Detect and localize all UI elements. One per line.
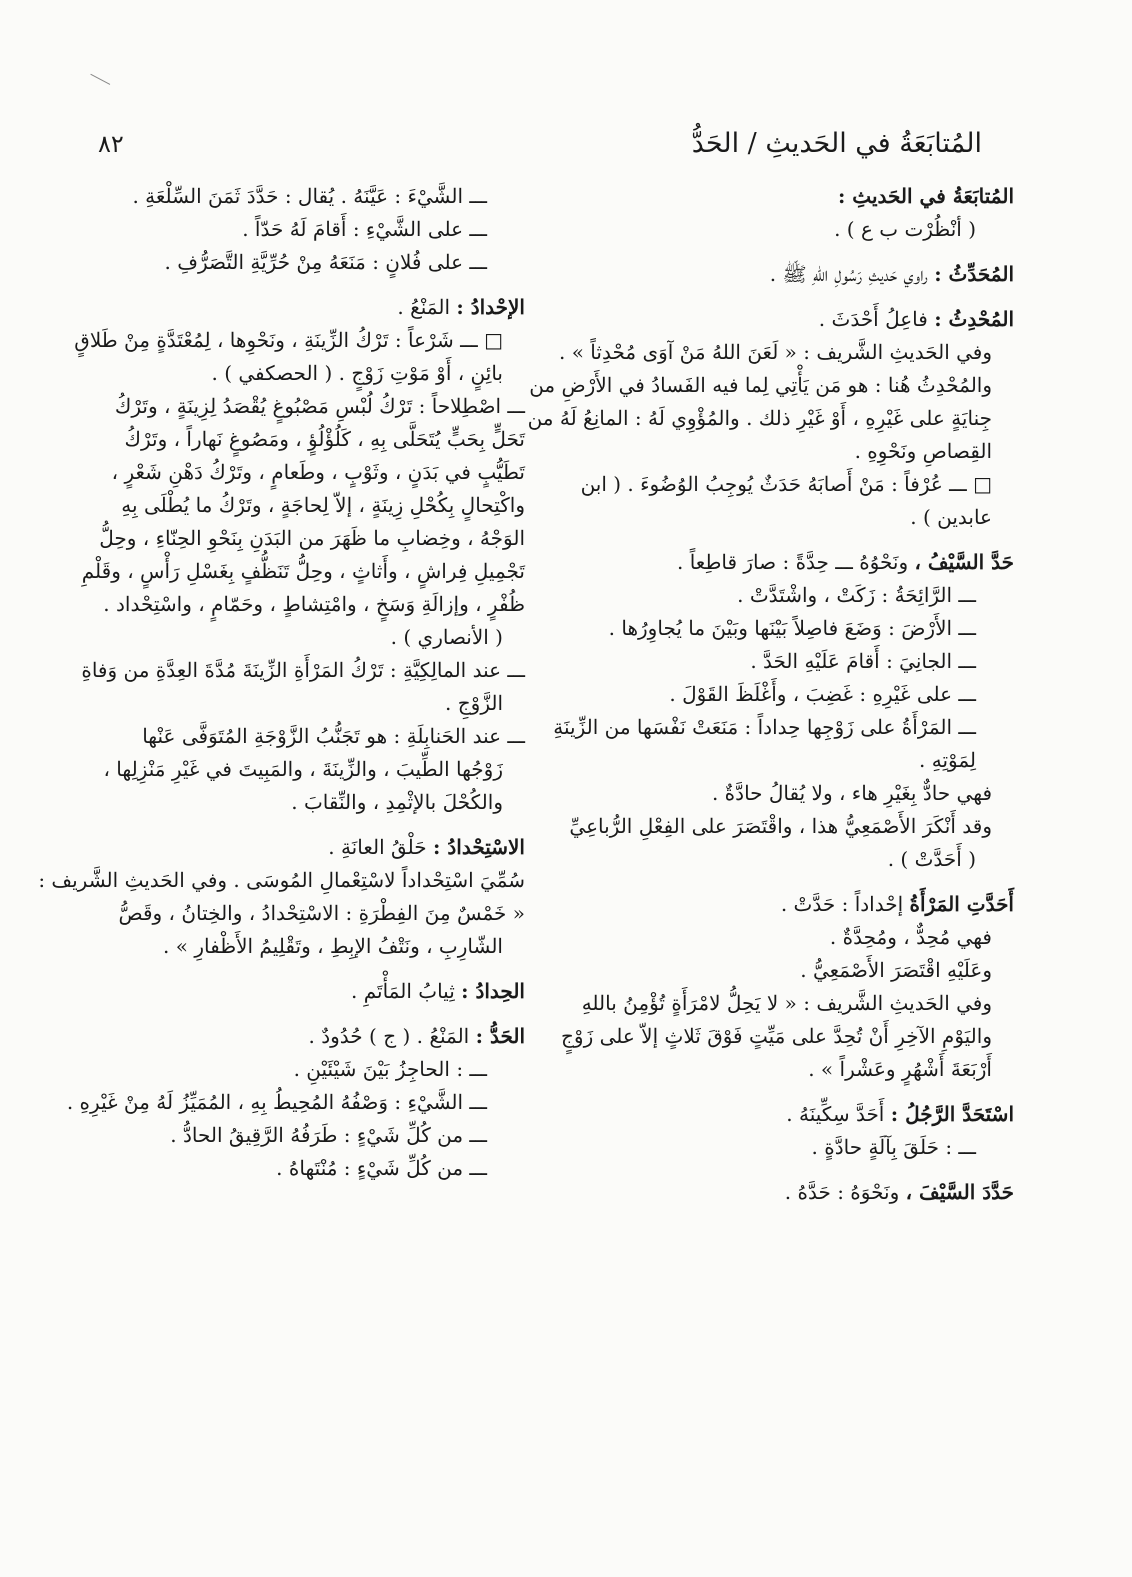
text-line	[105, 213, 525, 246]
definition-text: □ ـــ عُرْفاً : مَنْ أَصابَهُ حَدَثٌ يُوجِبُ الوُضُوءَ . ( ابن	[580, 472, 992, 496]
text-line	[99, 522, 525, 555]
text-line	[562, 468, 1014, 501]
definition-text: ثِيابُ المَأْتَمِ .	[350, 979, 462, 1003]
left-column	[38, 180, 525, 1185]
definition-text: ونَحْوَهُ : حَدَّهُ .	[784, 1180, 906, 1204]
text-line	[105, 687, 525, 720]
text-line	[562, 579, 1014, 612]
text-line	[105, 423, 525, 456]
right-column	[527, 180, 1014, 1209]
definition-text: □ ـــ شَرْعاً : تَرْكُ الزِّينَةِ ، ونَحْوِها ، لِمُعْتَدَّةٍ مِنْ طَلاقٍ	[74, 328, 503, 352]
text-line	[105, 753, 525, 786]
text-line	[105, 1152, 525, 1185]
definition-text: أَرْبَعَةَ أَشْهُرٍ وعَشْراً » .	[808, 1057, 992, 1081]
definition-text: جِنايَةٍ على غَيْرِهِ ، أَوْ غَيْرِ ذلك . والمُؤْوِي لَهُ : المانِعُ لَهُ من	[527, 406, 992, 430]
text-line	[529, 369, 1014, 402]
headword: الحَدُّ :	[475, 1024, 525, 1048]
text-line	[562, 954, 1014, 987]
text-line	[562, 1020, 1014, 1053]
headword: أَحَدَّتِ المَرْأَةُ	[909, 892, 1014, 916]
text-line	[562, 777, 1014, 810]
definition-text: وقد أَنْكَرَ الأَصْمَعِيُّ هذا ، واقْتَصَرَ على الفِعْلِ الرُّباعِيِّ	[569, 814, 992, 838]
text-line	[81, 654, 525, 687]
definition-text: الزَّوْجِ .	[445, 691, 503, 715]
text-line	[105, 975, 525, 1008]
definition-text: تَحَلٍّ بِحَبٍّ يُتَحَلَّى بِهِ ، كَلُؤْلُؤٍ ، ومَصُوغٍ نَهاراً ، وتَرْكُ	[124, 427, 525, 451]
definition-text: ـــ على الشَّيْءِ : أَقامَ لَهُ حَدّاً .	[242, 217, 487, 241]
definition-text: ـــ : الحاجِزُ بَيْنَ شَيْئَيْنِ .	[293, 1057, 487, 1081]
text-line	[562, 612, 1014, 645]
text-line	[562, 213, 1014, 246]
text-line	[562, 1131, 1014, 1164]
definition-text: ـــ الشَّيْءَ : عَيَّنَهُ . يُقال : حَدَّدَ ثَمَنَ السِّلْعَةِ .	[132, 184, 487, 208]
definition-text: القِصاصِ ونَحْوِهِ .	[854, 439, 992, 463]
definition-text: تَطَيُّبٍ في بَدَنٍ ، وثَوْبٍ ، وطَعامٍ ، وتَرْكُ دَهْنِ شَعْرٍ ،	[111, 460, 525, 484]
text-line	[562, 888, 1014, 921]
text-line	[562, 1053, 1014, 1086]
text-line	[105, 897, 525, 930]
definition-text: والكُحْلَ بالإثْمِدِ ، والنِّقابَ .	[291, 790, 503, 814]
definition-text: أَحَدَّ سِكِّينَهُ .	[786, 1102, 891, 1126]
definition-text: زَوْجُها الطِّيبَ ، والزِّينَةَ ، والمَبِيتَ في غَيْرِ مَنْزِلِها ،	[103, 757, 503, 781]
text-line	[105, 456, 525, 489]
definition-text: فهي حادٌّ بِغَيْرِ هاء ، ولا يُقالُ حادَّةٌ .	[711, 781, 992, 805]
headword: المُتابَعَةُ في الحَديثِ :	[837, 184, 1014, 208]
text-line	[562, 546, 1014, 579]
definition-text: الشّارِبِ ، ونَتْفُ الإبِطِ ، وتَقْلِيمُ الأَظْفارِ » .	[163, 934, 503, 958]
headword: المُحْدِثُ :	[934, 307, 1014, 331]
text-line	[105, 588, 525, 621]
text-line	[562, 987, 1014, 1020]
running-header: المُتابَعَةُ في الحَديثِ / الحَدُّ	[691, 128, 982, 159]
definition-text: ظُفْرٍ ، وإزالَةِ وَسَخٍ ، وامْتِشاطٍ ، وحَمّامٍ ، واسْتِحْداد .	[103, 592, 525, 616]
definition-text: وفي الحَديثِ الشَّريف : « لَعَنَ اللهُ مَنْ آوَى مُحْدِثاً » .	[559, 340, 992, 364]
definition-text: ( أنْظُرْت ب ع ) .	[834, 217, 976, 241]
definition-text: وفي الحَديثِ الشَّريف : « لا يَحِلُّ لامْرَأَةٍ تُؤْمِنُ باللهِ	[581, 991, 992, 1015]
definition-text: ـــ الرَّائِحَةُ : زَكَتْ ، واشْتَدَّتْ .	[737, 583, 976, 607]
definition-text: ـــ الأَرْضَ : وَضَعَ فاصِلاً بَيْنَها وبَيْنَ ما يُجاوِرُها .	[608, 616, 976, 640]
text-line	[66, 1086, 525, 1119]
text-line	[105, 1119, 525, 1152]
definition-text: « خَمْسٌ مِنَ الفِطْرَةِ : الاسْتِحْدادُ ، والخِتانُ ، وقَصُّ	[118, 901, 525, 925]
text-line	[105, 390, 525, 423]
text-line	[527, 402, 1014, 435]
text-line	[562, 921, 1014, 954]
definition-text: ـــ الجانِيَ : أَقامَ عَلَيْهِ الحَدَّ .	[750, 649, 976, 673]
definition-text: والمُحْدِثُ هُنا : هو مَن يَأْتِي لِما فيه الفَسادُ في الأَرْضِ من	[529, 373, 992, 397]
definition-text: المَنْعُ .	[397, 295, 457, 319]
definition-text: واليَوْمِ الآخِرِ أَنْ تُحِدَّ على مَيِّتٍ فَوْقَ ثَلاثٍ إلاّ على زَوْجٍ	[561, 1024, 992, 1048]
scan-mark	[84, 74, 110, 98]
definition-text: إحْداداً : حَدَّتْ .	[780, 892, 910, 916]
definition-text: عابدين ) .	[910, 505, 992, 529]
text-line	[562, 501, 1014, 534]
text-line	[553, 711, 1014, 744]
text-line	[562, 1176, 1014, 1209]
definition-text: ـــ الشَّيْءِ : وَصْفُهُ المُحِيطُ بِهِ ، المُمَيِّزُ لَهُ مِنْ غَيْرِهِ .	[66, 1090, 487, 1114]
definition-text: ( الأنصاري ) .	[390, 625, 503, 649]
text-line	[81, 555, 525, 588]
definition-text: ـــ اصْطِلاحاً : تَرْكُ لُبْسِ مَصْبُوغٍ يُقْصَدُ لِزِينَةٍ ، وتَرْكُ	[114, 394, 525, 418]
text-line	[74, 324, 525, 357]
text-line	[105, 621, 525, 654]
definition-text: واكْتِحالٍ بِكُحْلِ زِينَةٍ ، إلاّ لِحاجَةٍ ، وتَرْكُ ما يُطْلَى بِهِ	[121, 493, 525, 517]
text-line	[105, 930, 525, 963]
definition-text: ـــ من كُلِّ شَيْءٍ : طَرَفُهُ الرَّقِيقُ الحادُّ .	[170, 1123, 487, 1147]
definition-text: بائِنٍ ، أَوْ مَوْتِ زَوْجٍ . ( الحصكفي ) .	[211, 361, 503, 385]
definition-text: فهي مُحِدٌّ ، ومُحِدَّةٌ .	[829, 925, 992, 949]
definition-text: حَلْقُ العانَةِ .	[328, 835, 434, 859]
headword: المُحَدِّثُ :	[934, 262, 1014, 286]
text-line	[559, 336, 1014, 369]
definition-text: ـــ على غَيْرِهِ : غَضِبَ ، وأَغْلَظَ القَوْلَ .	[669, 682, 976, 706]
definition-text: ـــ المَرْأَةُ على زَوْجِها حِداداً : مَنَعَتْ نَفْسَها من الزِّينَةِ	[553, 715, 976, 739]
definition-text: سُمِّيَ اسْتِحْداداً لاسْتِعْمالِ المُوسَى . وفي الحَديثِ الشَّريف :	[38, 868, 525, 892]
definition-text: ونَحْوُهُ ـــ حِدَّةً : صارَ قاطِعاً .	[677, 550, 915, 574]
definition-text: فاعِلُ أَحْدَثَ .	[818, 307, 935, 331]
text-line	[105, 720, 525, 753]
definition-text: المَنْعُ . ( ج ) حُدُودٌ .	[308, 1024, 476, 1048]
text-line	[562, 258, 1014, 291]
text-line	[105, 1020, 525, 1053]
headword: الإحْدادُ :	[456, 295, 525, 319]
text-line	[105, 489, 525, 522]
text-line	[105, 180, 525, 213]
text-line	[105, 1053, 525, 1086]
definition-text: لِمَوْتِهِ .	[919, 748, 976, 772]
text-line	[562, 744, 1014, 777]
text-line	[105, 357, 525, 390]
definition-text: ( أَحَدَّتْ ) .	[887, 847, 976, 871]
page-number: ٨٢	[98, 130, 124, 158]
definition-text: ـــ من كُلِّ شَيْءٍ : مُنْتَهاهُ .	[276, 1156, 487, 1180]
text-line	[562, 180, 1014, 213]
definition-text: وعَلَيْهِ اقْتَصَرَ الأَصْمَعِيُّ .	[800, 958, 992, 982]
text-line	[562, 678, 1014, 711]
headword: الحِدادُ :	[461, 979, 525, 1003]
definition-text: راوي حَديثِ رَسُولِ اللهِ ﷺ .	[769, 262, 935, 286]
text-line	[105, 291, 525, 324]
definition-text: ـــ : حَلَقَ بِآلَةٍ حادَّةٍ .	[811, 1135, 976, 1159]
text-line	[562, 435, 1014, 468]
text-line	[38, 864, 525, 897]
headword: حَدَّدَ السَّيْفَ ،	[905, 1180, 1014, 1204]
text-line	[562, 1098, 1014, 1131]
headword: الاسْتِحْدادُ :	[433, 835, 525, 859]
definition-text: تَجْمِيلِ فِراشٍ ، وأَثاثٍ ، وحِلُّ تَنَظُّفٍ بِغَسْلِ رَأْسٍ ، وقَلْمِ	[81, 559, 525, 583]
text-line	[105, 831, 525, 864]
text-line	[562, 843, 1014, 876]
headword: حَدَّ السَّيْفُ ،	[914, 550, 1014, 574]
headword: اسْتَحَدَّ الرَّجُلُ :	[890, 1102, 1014, 1126]
definition-text: ـــ عند المالِكِيَّةِ : تَرْكُ المَرْأَةِ الزِّينَةَ مُدَّةَ العِدَّةِ من وَفاةِ	[81, 658, 525, 682]
text-line	[105, 246, 525, 279]
text-line	[562, 810, 1014, 843]
definition-text: ـــ عند الحَنابِلَةِ : هو تَجَنُّبُ الزَّوْجَةِ المُتَوَفَّى عَنْها	[142, 724, 525, 748]
text-line	[562, 645, 1014, 678]
definition-text: ـــ على فُلانٍ : مَنَعَهُ مِنْ حُرِّيَّةِ التَّصَرُّفِ .	[164, 250, 487, 274]
text-line	[562, 303, 1014, 336]
definition-text: الوَجْهُ ، وخِضابِ ما ظَهَرَ من البَدَنِ بِنَحْوِ الحِنّاءِ ، وحِلُّ	[99, 526, 525, 550]
text-line	[105, 786, 525, 819]
